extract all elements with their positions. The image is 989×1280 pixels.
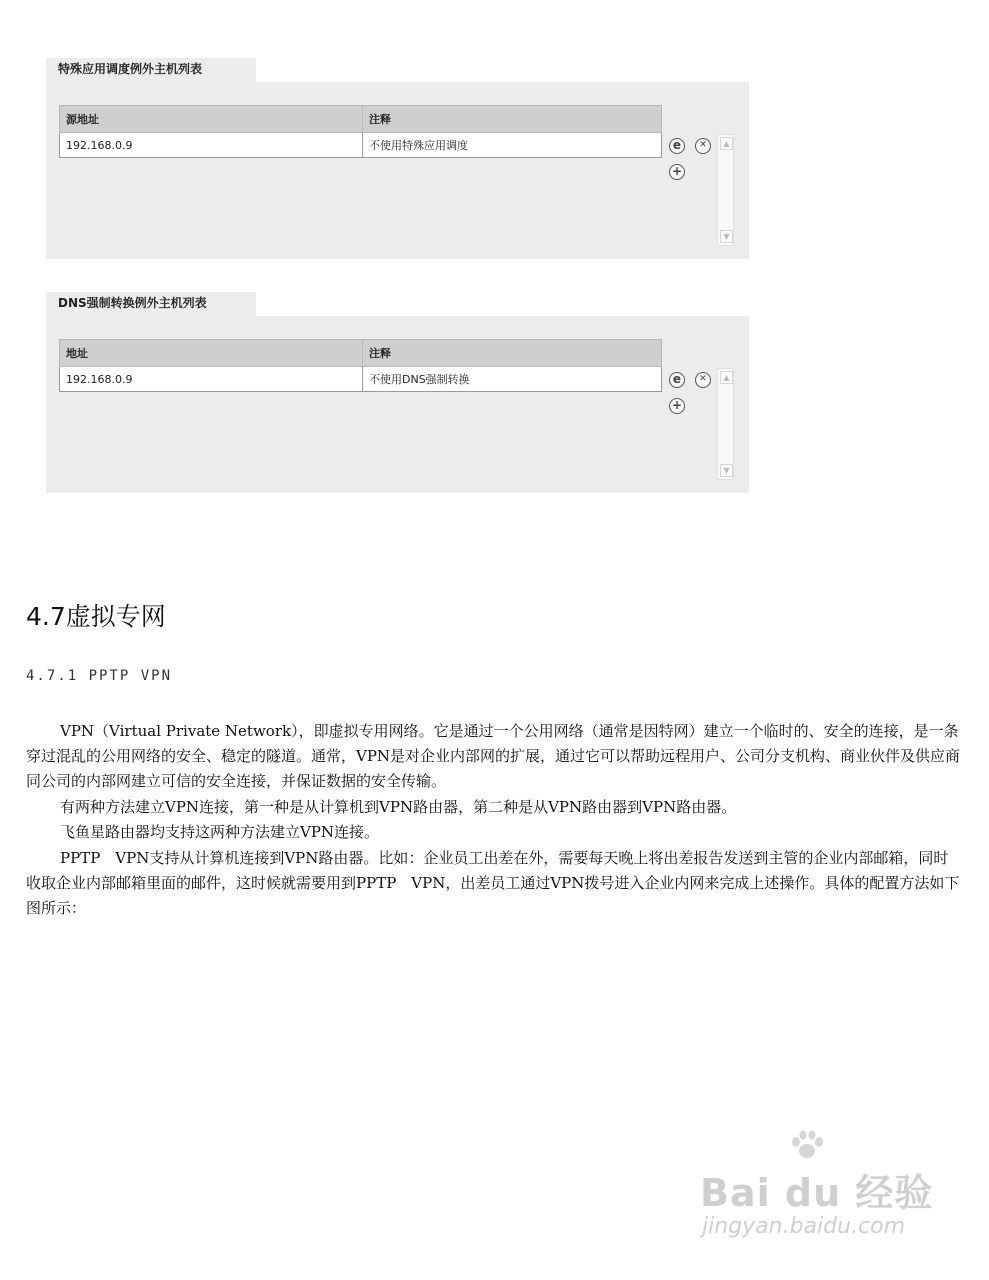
cell-address: 192.168.0.9 xyxy=(60,133,363,158)
table-row[interactable] xyxy=(60,367,662,392)
scroll-up-icon[interactable]: ▲ xyxy=(720,137,733,150)
subsection-heading: 4.7.1 PPTP VPN xyxy=(26,668,173,684)
paragraph-vpn-intro: VPN（Virtual Private Network），即虚拟专用网络。它是通过一个公用网络（通常是因特网）建立一个临时的、安全的连接，是一条穿过混乱的公用网络的安全、稳定的隧道。通常，VPN是对企业内部网的扩展，通过它可以帮助远程用户、公司分支机构、商业伙伴及供应商同公司的内部网建立可信的安全连接，并保证数据的安全传输。 xyxy=(26,722,961,790)
column-header-source-address[interactable]: 源地址 xyxy=(60,106,363,133)
scrollbar[interactable] xyxy=(717,368,734,480)
scrollbar[interactable] xyxy=(717,134,734,246)
delete-icon[interactable]: ✕ xyxy=(695,138,711,154)
exception-table xyxy=(59,105,662,158)
edit-icon[interactable]: e xyxy=(669,372,685,388)
cell-note: 不使用特殊应用调度 xyxy=(363,133,662,158)
panel-tab-title[interactable]: DNS强制转换例外主机列表 xyxy=(46,292,256,318)
add-icon[interactable]: + xyxy=(669,164,685,180)
paw-icon xyxy=(790,1130,824,1160)
scroll-up-icon[interactable]: ▲ xyxy=(720,371,733,384)
panel-body xyxy=(46,82,749,259)
scroll-down-icon[interactable]: ▼ xyxy=(720,464,733,477)
paragraph-pptp-vpn: PPTP VPN支持从计算机连接到VPN路由器。比如：企业员工出差在外，需要每天晚上将出差报告发送到主管的企业内部邮箱，同时收取企业内部邮箱里面的邮件，这时候就需要用到PPTP VPN，出差员工通过VPN拨号进入企业内网来完成上述操作。具体的配置方法如下图所示： xyxy=(26,849,960,917)
table-row[interactable] xyxy=(60,133,662,158)
exception-table xyxy=(59,339,662,392)
watermark-brand: Bai du 经验 xyxy=(700,1171,934,1215)
section-heading: 4.7虚拟专网 xyxy=(26,602,166,631)
cell-note: 不使用DNS强制转换 xyxy=(363,367,662,392)
column-header-address[interactable]: 地址 xyxy=(60,340,363,367)
column-header-note[interactable]: 注释 xyxy=(363,340,662,367)
add-icon[interactable]: + xyxy=(669,398,685,414)
delete-icon[interactable]: ✕ xyxy=(695,372,711,388)
edit-icon[interactable]: e xyxy=(669,138,685,154)
paragraph-router-support: 飞鱼星路由器均支持这两种方法建立VPN连接。 xyxy=(60,823,380,841)
panel-body xyxy=(46,316,749,493)
cell-address: 192.168.0.9 xyxy=(60,367,363,392)
scroll-down-icon[interactable]: ▼ xyxy=(720,230,733,243)
column-header-note[interactable]: 注释 xyxy=(363,106,662,133)
paragraph-two-methods: 有两种方法建立VPN连接，第一种是从计算机到VPN路由器，第二种是从VPN路由器到VPN路由器。 xyxy=(60,798,737,816)
watermark-url: jingyan.baidu.com xyxy=(702,1214,906,1239)
panel-tab-title[interactable]: 特殊应用调度例外主机列表 xyxy=(46,58,256,84)
